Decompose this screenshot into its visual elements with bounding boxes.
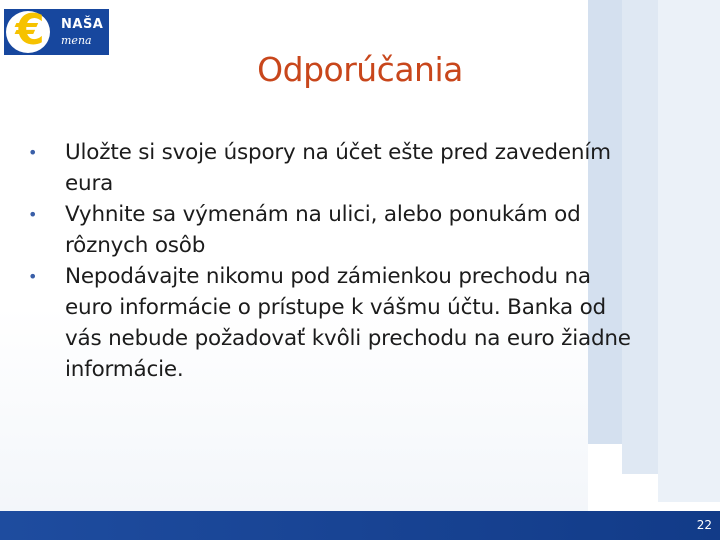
euro-symbol: € [15,5,45,54]
logo-text-line2: mena [61,34,92,47]
logo [4,5,109,55]
bullet-marker: • [28,143,38,162]
bullet-text: Uložte si svoje úspory na účet ešte pred zavedením eura [65,140,611,196]
bullet-text: Nepodávajte nikomu pod zámienkou prechodu na euro informácie o prístupe k vášmu účtu. Banka od vás nebude požadovať kvôli prechodu na euro žiadne informácie. [65,264,631,382]
logo-text-line1: NAŠA [61,17,104,32]
bullet-item [28,137,640,199]
page-number: 22 [696,518,712,532]
slide-title: Odporúčania [257,50,463,89]
bullet-item [28,261,640,385]
bullet-list [28,137,640,385]
bullet-marker: • [28,205,38,224]
bullet-text: Vyhnite sa výmenám na ulici, alebo ponukám od rôznych osôb [65,202,581,258]
bullet-item [28,199,640,261]
decorative-stripe [658,0,720,502]
footer-bar [0,511,720,540]
bullet-marker: • [28,267,38,286]
